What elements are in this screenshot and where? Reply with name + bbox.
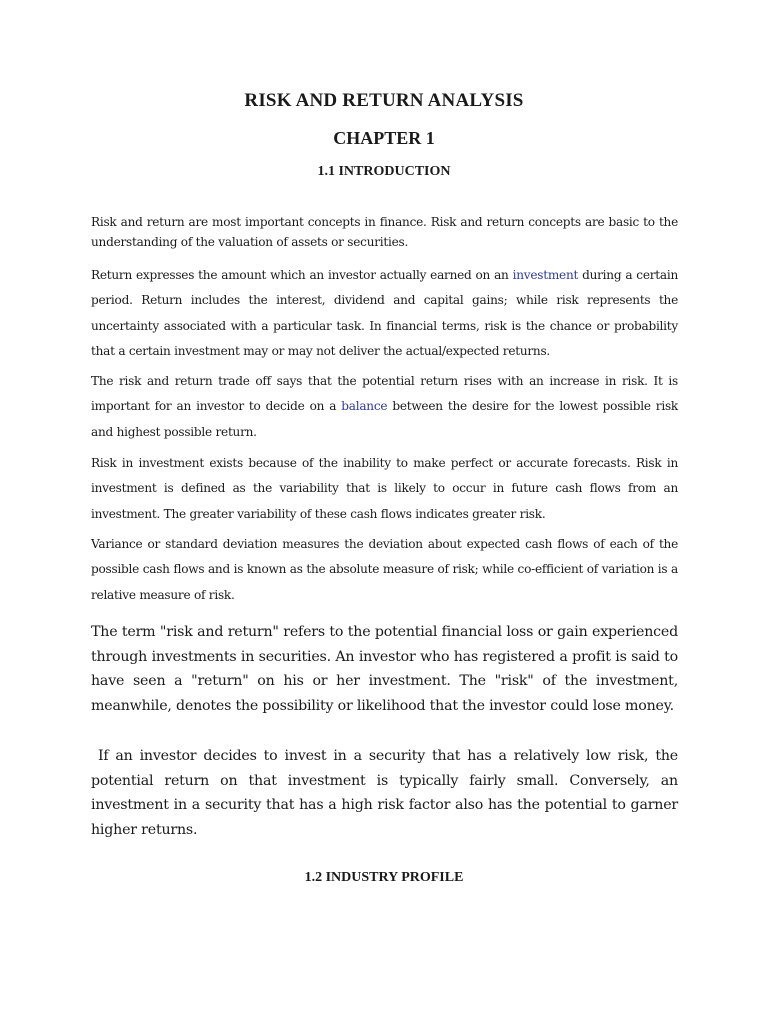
paragraph-text: The risk and return trade off says that the potential return rises with an increase in risk. It is important for an investor to decide on a [91, 374, 678, 414]
paragraph-return-definition [91, 263, 678, 364]
paragraph-text: during a certain period. Return includes the interest, dividend and capital gains; while risk represents the uncertainty associated with a particular task. In financial terms, risk is the chance or probability that a certain investment may or may not deliver the actual/expected returns. [91, 268, 678, 358]
balance-link[interactable]: balance [341, 399, 388, 414]
paragraph-risk-return-concepts: Risk and return are most important concepts in finance. Risk and return concepts are basic to the understanding of the valuation of assets or securities. [91, 215, 678, 249]
paragraph-text: between the desire for the lowest possible risk and highest possible return. [91, 399, 678, 439]
section-heading-introduction: 1.1 INTRODUCTION [317, 164, 451, 179]
chapter-heading: CHAPTER 1 [333, 128, 435, 148]
document-title: RISK AND RETURN ANALYSIS [244, 90, 524, 111]
paragraph-trade-off [91, 369, 678, 445]
paragraph-low-risk-security: If an investor decides to invest in a security that has a relatively low risk, the potential return on that investment is typically fairly small. Conversely, an investment in a security that has a high risk factor also has the potential to garner higher returns. [91, 748, 678, 838]
paragraph-risk-in-investment: Risk in investment exists because of the inability to make perfect or accurate forecasts. Risk in investment is defined as the variability that is likely to occur in future cash flows from an investment. The greater variability of these cash flows indicates greater risk. [91, 456, 678, 521]
section-heading-industry-profile: 1.2 INDUSTRY PROFILE [304, 870, 464, 885]
investment-link[interactable]: investment [512, 268, 579, 282]
paragraph-term-risk-return: The term "risk and return" refers to the potential financial loss or gain experienced through investments in securities. An investor who has registered a profit is said to have seen a "return" on his or her investment. The "risk" of the investment, meanwhile, denotes the possibility or likelihood that the investor could lose money. [91, 624, 678, 714]
paragraph-variance: Variance or standard deviation measures the deviation about expected cash flows of each of the possible cash flows and is known as the absolute measure of risk; while co-efficient of variation is a relative measure of risk. [91, 537, 678, 602]
paragraph-text: Return expresses the amount which an investor actually earned on an [91, 268, 513, 282]
